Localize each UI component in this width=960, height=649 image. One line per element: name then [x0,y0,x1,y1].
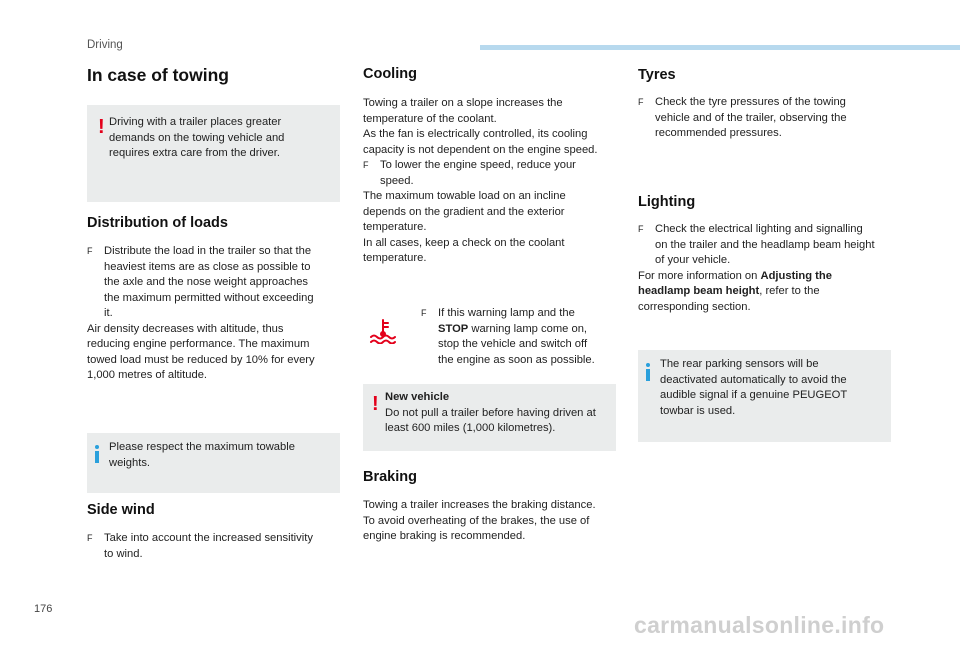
bullet-line: on the trailer and the headlamp beam height [655,238,875,251]
para-line: The maximum towable load on an incline [363,190,566,202]
bullet-line: it. [104,307,113,319]
lamp-line: the engine as soon as possible. [438,353,595,366]
cooling-section [363,96,621,267]
bullet-line: Distribute the load in the trailer so that the [104,245,312,257]
distribution-bullet [87,244,342,322]
watermark: carmanualsonline.info [634,612,885,638]
section-label: Driving [87,39,123,51]
bullet-icon: F [363,160,369,170]
bullet-line: speed. [380,174,414,187]
para-line: corresponding section. [638,300,751,313]
info-text [109,440,334,471]
warning-box [87,105,340,202]
tyres-section [638,95,894,142]
bullet-icon: F [87,246,93,256]
sidewind-section [87,531,342,562]
lamp-bullet [421,306,621,368]
lamp-line-rest: warning lamp come on, [468,322,588,335]
para-text: , refer to the [759,285,820,297]
para-line: temperature of the coolant. [363,112,497,125]
info-line: audible signal if a genuine PEUGEOT [660,389,848,401]
warning-line: requires extra care from the driver. [109,147,280,159]
para-line: towed load must be reduced by 10% for every [87,353,315,366]
lamp-section [421,306,621,368]
tyres-heading: Tyres [638,67,676,83]
bullet-line: Check the electrical lighting and signalling [655,223,863,235]
para-line: As the fan is electrically controlled, its cooling [363,128,588,140]
warning-icon: ! [98,116,105,138]
distribution-section [87,244,342,384]
bullet-line: To lower the engine speed, reduce your [380,159,576,171]
warning-line: demands on the towing vehicle and [109,131,285,144]
cooling-bullet [363,158,621,189]
new-vehicle-line: least 600 miles (1,000 kilometres). [385,422,556,434]
para-line: To avoid overheating of the brakes, the use of [363,514,590,527]
bullet-line: recommended pressures. [655,127,782,139]
page-number: 176 [34,603,53,615]
warning-icon: ! [372,393,379,415]
bullet-line: heaviest items are as close as possible to [104,260,311,273]
para-text: For more information on [638,269,761,282]
para-line: engine braking is recommended. [363,530,526,542]
braking-heading: Braking [363,469,417,485]
lamp-line [438,322,621,338]
lighting-bullet [638,222,894,269]
info-icon [95,445,99,461]
para-line: temperature. [363,221,427,233]
new-vehicle-text [385,390,613,437]
warning-line: Driving with a trailer places greater [109,116,282,128]
info-box [87,433,340,493]
info-line: weights. [109,456,151,469]
para-line: capacity is not dependent on the engine speed. [363,143,598,156]
stop-label: STOP [438,322,469,335]
sidewind-bullet [87,531,342,562]
para-line: temperature. [363,252,427,264]
braking-section [363,498,621,545]
info-line: Please respect the maximum towable [109,441,295,453]
para-line: 1,000 metres of altitude. [87,369,208,381]
bullet-line: of your vehicle. [655,254,731,266]
para-line: Towing a trailer on a slope increases the [363,97,563,109]
bullet-icon: F [421,308,427,318]
bullet-line: the axle and the nose weight approaches [104,276,309,288]
new-vehicle-title: New vehicle [385,391,450,403]
header-accent-bar [480,45,960,50]
page-title: In case of towing [87,65,229,85]
cooling-heading: Cooling [363,66,417,82]
bullet-icon: F [638,224,644,234]
warning-text [109,115,334,162]
info-line: deactivated automatically to avoid the [660,373,847,386]
tyres-bullet [638,95,894,142]
coolant-temperature-icon [368,318,398,344]
cross-reference: Adjusting the [760,269,832,282]
bullet-line: to wind. [104,547,143,560]
lamp-line: stop the vehicle and switch off [438,338,588,350]
sidewind-heading: Side wind [87,502,155,518]
para-line [638,284,894,300]
info-icon [646,363,650,379]
new-vehicle-line: Do not pull a trailer before having driven at [385,406,596,419]
para-line: Towing a trailer increases the braking distance. [363,499,596,511]
info-line: towbar is used. [660,404,736,417]
info-line: The rear parking sensors will be [660,358,819,370]
para-line: In all cases, keep a check on the coolant [363,236,565,249]
para-line: Air density decreases with altitude, thus [87,322,284,335]
distribution-heading: Distribution of loads [87,215,228,231]
cross-reference: headlamp beam height [638,285,760,297]
bullet-icon: F [638,97,644,107]
para-line: depends on the gradient and the exterior [363,205,565,218]
bullet-line: vehicle and of the trailer, observing the [655,111,847,124]
para-line: reducing engine performance. The maximum [87,338,310,350]
info-box [638,350,891,442]
bullet-line: Take into account the increased sensitivity [104,532,313,544]
bullet-line: Check the tyre pressures of the towing [655,96,846,108]
bullet-icon: F [87,533,93,543]
para-line [638,269,894,285]
lamp-line: If this warning lamp and the [438,307,575,319]
info-text [660,357,886,419]
lighting-section [638,222,894,315]
lighting-heading: Lighting [638,194,696,210]
new-vehicle-box [363,384,616,451]
bullet-line: the maximum permitted without exceeding [104,291,314,304]
